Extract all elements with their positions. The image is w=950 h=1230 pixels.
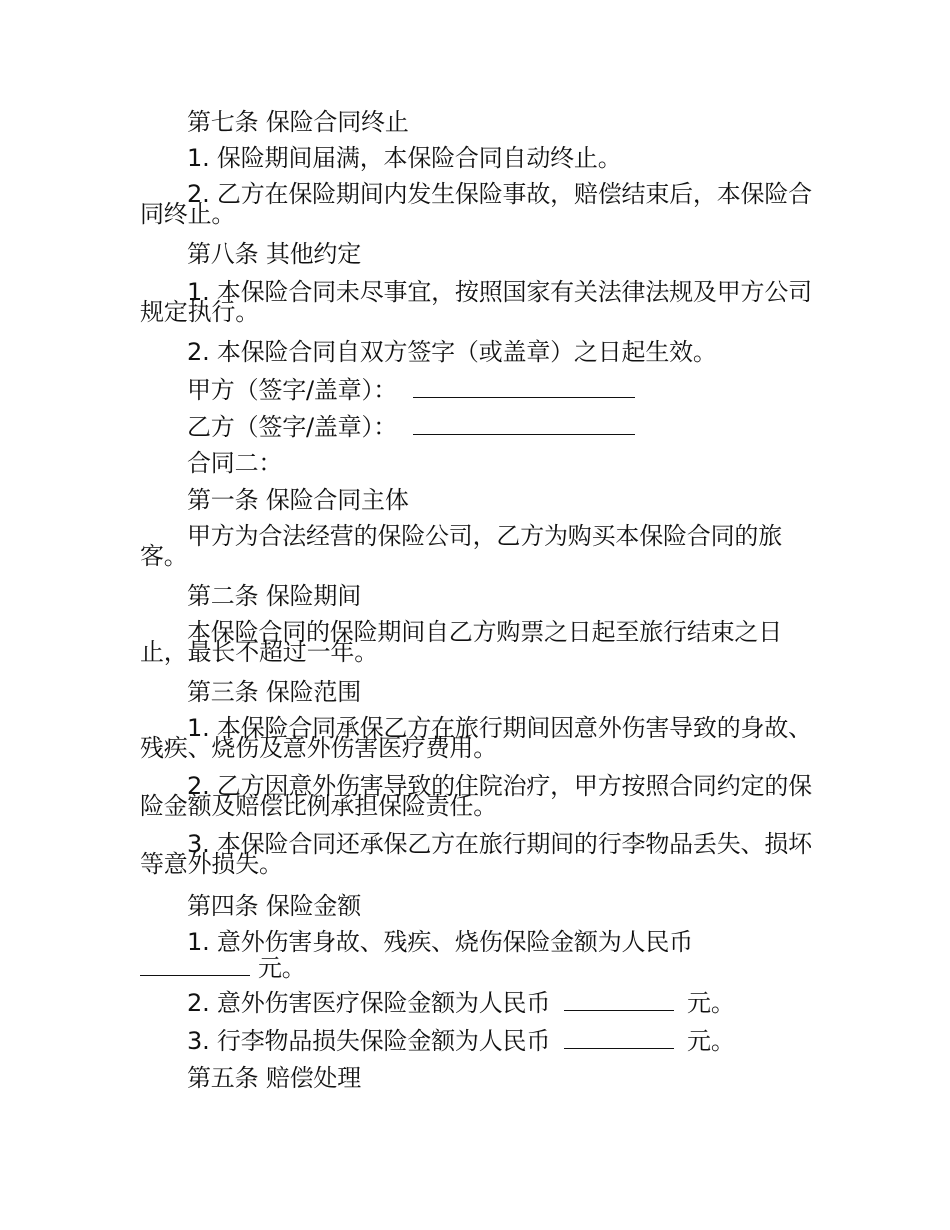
c2-article4-item2-amount-blank[interactable] xyxy=(564,990,674,1011)
article7-item2: 2. 乙方在保险期间内发生保险事故，赔偿结束后，本保险合同终止。 xyxy=(140,180,812,228)
c2-article4-item3-unit: 元。 xyxy=(687,1027,735,1055)
party-b-label: 乙方（签字/盖章）： xyxy=(187,413,398,441)
c2-article4-item1-line1 xyxy=(187,930,693,954)
c2-article3-item2: 2. 乙方因意外伤害导致的住院治疗，甲方按照合同约定的保险金额及赔偿比例承担保险责任。 xyxy=(140,772,812,820)
c2-article4-item2-unit: 元。 xyxy=(687,989,735,1017)
party-a-signature xyxy=(187,377,635,402)
c2-article3-item3: 3. 本保险合同还承保乙方在旅行期间的行李物品丢失、损坏等意外损失。 xyxy=(140,830,812,878)
party-a-label: 甲方（签字/盖章）： xyxy=(187,376,398,404)
c2-article3-title: 第三条 保险范围 xyxy=(187,678,362,706)
article7-title: 第七条 保险合同终止 xyxy=(187,108,409,136)
c2-article4-item3 xyxy=(187,1028,735,1053)
party-a-signature-blank[interactable] xyxy=(413,377,635,398)
c2-article4-item2 xyxy=(187,990,735,1015)
c2-article2-text: 本保险合同的保险期间自乙方购票之日起至旅行结束之日止，最长不超过一年。 xyxy=(140,618,782,666)
c2-article1-text: 甲方为合法经营的保险公司，乙方为购买本保险合同的旅客。 xyxy=(140,522,782,570)
article8-title: 第八条 其他约定 xyxy=(187,240,362,268)
c2-article1-title: 第一条 保险合同主体 xyxy=(187,486,409,514)
c2-article4-title: 第四条 保险金额 xyxy=(187,892,362,920)
party-b-signature xyxy=(187,414,635,439)
article8-item1: 1. 本保险合同未尽事宜，按照国家有关法律法规及甲方公司规定执行。 xyxy=(140,278,812,326)
c2-article4-item1-line2 xyxy=(140,955,306,980)
c2-article5-title: 第五条 赔偿处理 xyxy=(187,1064,362,1092)
c2-article2-title: 第二条 保险期间 xyxy=(187,582,362,610)
contract2-title: 合同二： xyxy=(187,449,283,477)
c2-article4-item3-text: 3. 行李物品损失保险金额为人民币 xyxy=(187,1027,551,1055)
c2-article4-item3-amount-blank[interactable] xyxy=(564,1028,674,1049)
article8-item2: 2. 本保险合同自双方签字（或盖章）之日起生效。 xyxy=(187,338,717,366)
c2-article3-item1: 1. 本保险合同承保乙方在旅行期间因意外伤害导致的身故、残疾、烧伤及意外伤害医疗费用。 xyxy=(140,714,812,762)
party-b-signature-blank[interactable] xyxy=(413,414,635,435)
c2-article4-item1-unit: 元。 xyxy=(258,954,306,982)
c2-article4-item1-amount-blank[interactable] xyxy=(140,955,250,976)
c2-article4-item2-text: 2. 意外伤害医疗保险金额为人民币 xyxy=(187,989,551,1017)
c2-article4-item1-text: 1. 意外伤害身故、残疾、烧伤保险金额为人民币 xyxy=(187,928,693,956)
article7-item1: 1. 保险期间届满，本保险合同自动终止。 xyxy=(187,144,622,172)
